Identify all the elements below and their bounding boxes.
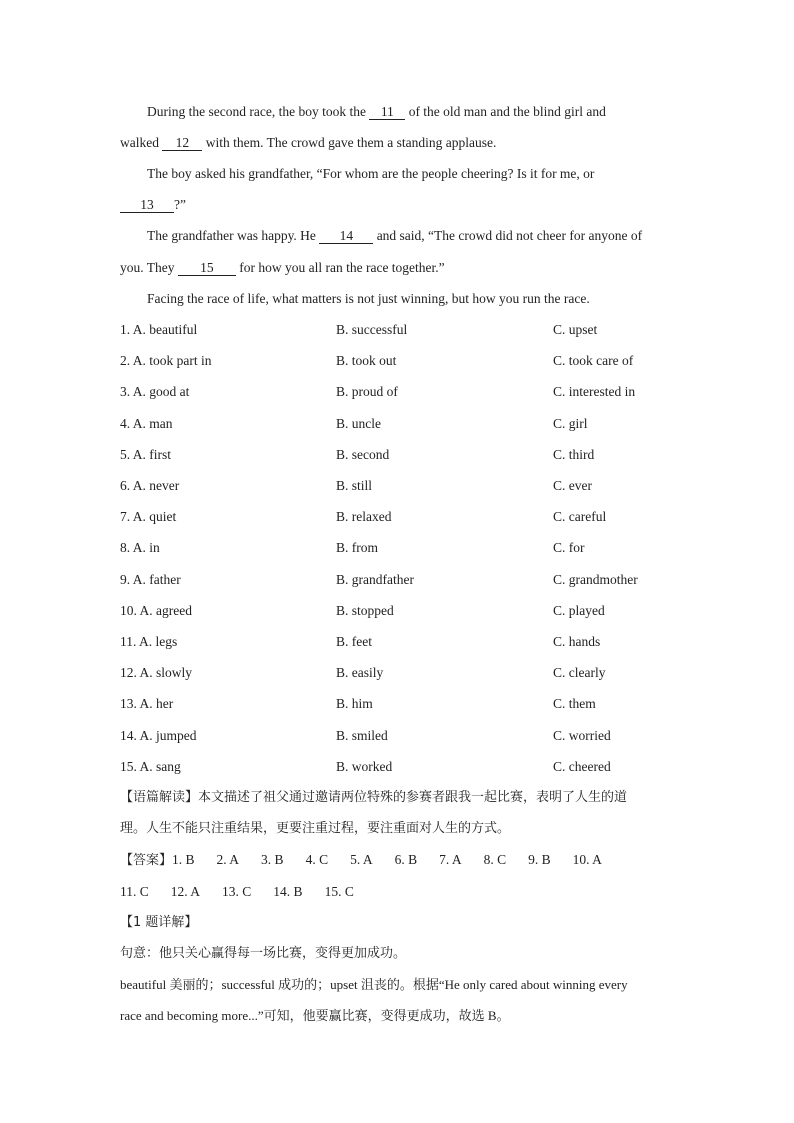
option-a: 12. A. slowly (120, 665, 193, 680)
passage-text: During the second race, the boy took the (147, 104, 370, 119)
option-a: 13. A. her (120, 696, 174, 711)
passage-line (147, 290, 590, 308)
option-b: B. smiled (336, 728, 388, 743)
option-row (120, 758, 680, 776)
option-c: C. them (553, 696, 596, 711)
passage-line (147, 165, 594, 183)
blank-11: 11 (369, 104, 405, 120)
option-a: 4. A. man (120, 416, 173, 431)
option-c: C. interested in (553, 384, 636, 399)
answer-item: 3. B (261, 852, 284, 867)
option-c: C. upset (553, 322, 598, 337)
answer-item: 7. A (439, 852, 462, 867)
answer-item: 1. B (172, 852, 195, 867)
answer-item: 13. C (222, 884, 252, 899)
option-row (120, 633, 680, 651)
option-row (120, 664, 680, 682)
option-row (120, 446, 680, 464)
option-a: 2. A. took part in (120, 353, 212, 368)
option-a: 1. A. beautiful (120, 322, 198, 337)
passage-line (120, 134, 496, 152)
passage-text: The grandfather was happy. He (147, 228, 320, 243)
option-row (120, 321, 680, 339)
answer-item: 15. C (324, 884, 354, 899)
option-b: B. feet (336, 634, 372, 649)
passage-line (147, 103, 606, 121)
option-a: 5. A. first (120, 447, 172, 462)
detail-line: beautiful 美丽的；successful 成功的；upset 沮丧的。根据“He only cared about winning every (120, 977, 628, 992)
option-b: B. successful (336, 322, 408, 337)
answer-row (120, 851, 602, 870)
passage-text: walked (120, 135, 163, 150)
passage-text: ?” (174, 197, 186, 212)
option-a: 15. A. sang (120, 759, 181, 774)
option-row (120, 727, 680, 745)
option-b: B. him (336, 696, 373, 711)
option-b: B. still (336, 478, 373, 493)
passage-text: and said, “The crowd did not cheer for anyone of (373, 228, 643, 243)
answer-item: 5. A (350, 852, 373, 867)
option-c: C. girl (553, 416, 588, 431)
option-c: C. careful (553, 509, 607, 524)
option-b: B. uncle (336, 416, 381, 431)
blank-14: 14 (319, 228, 373, 244)
passage-text: The boy asked his grandfather, “For whom are the people cheering? Is it for me, or (147, 166, 595, 181)
blank-13: 13 (120, 197, 174, 213)
answer-row (120, 883, 354, 901)
option-b: B. proud of (336, 384, 398, 399)
passage-text: for how you all ran the race together.” (235, 260, 445, 275)
option-b: B. took out (336, 353, 397, 368)
answer-item: 9. B (528, 852, 551, 867)
option-row (120, 477, 680, 495)
option-b: B. second (336, 447, 390, 462)
detail-meaning: 句意：他只关心赢得每一场比赛，变得更加成功。 (120, 946, 407, 961)
answer-item: 4. C (305, 852, 329, 867)
option-row (120, 695, 680, 713)
option-a: 9. A. father (120, 572, 181, 587)
option-a: 10. A. agreed (120, 603, 192, 618)
blank-12: 12 (162, 135, 202, 151)
passage-text: Facing the race of life, what matters is not just winning, but how you run the race. (147, 291, 590, 306)
option-c: C. ever (553, 478, 592, 493)
option-b: B. relaxed (336, 509, 392, 524)
answer-label: 【答案】 (120, 853, 173, 868)
option-row (120, 415, 680, 433)
answer-item: 14. B (273, 884, 303, 899)
answer-item: 8. C (483, 852, 507, 867)
option-c: C. grandmother (553, 572, 638, 587)
option-row (120, 539, 680, 557)
option-c: C. worried (553, 728, 611, 743)
option-row (120, 571, 680, 589)
answer-item: 2. A (216, 852, 240, 867)
option-a: 8. A. in (120, 540, 160, 555)
option-c: C. played (553, 603, 605, 618)
option-b: B. grandfather (336, 572, 414, 587)
option-row (120, 508, 680, 526)
analysis-line: 理。人生不能只注重结果，更要注重过程，要注重面对人生的方式。 (120, 821, 511, 836)
option-a: 11. A. legs (120, 634, 178, 649)
answer-item: 6. B (394, 852, 418, 867)
passage-text: of the old man and the blind girl and (405, 104, 606, 119)
option-a: 7. A. quiet (120, 509, 177, 524)
answer-item: 12. A (170, 884, 201, 899)
passage-line (147, 227, 642, 245)
option-c: C. hands (553, 634, 601, 649)
passage-text: with them. The crowd gave them a standing applause. (202, 135, 497, 150)
answer-item: 10. A (572, 852, 602, 867)
analysis-line: 【语篇解读】本文描述了祖父通过邀请两位特殊的参赛者跟我一起比赛，表明了人生的道 (120, 790, 628, 805)
option-a: 3. A. good at (120, 384, 190, 399)
blank-15: 15 (178, 260, 236, 276)
option-row (120, 352, 680, 370)
detail-heading: 【1 题详解】 (120, 915, 198, 930)
option-c: C. for (553, 540, 585, 555)
option-c: C. third (553, 447, 595, 462)
detail-line: race and becoming more...”可知，他要赢比赛，变得更成功，故选 B。 (120, 1008, 510, 1023)
passage-line (120, 259, 445, 277)
option-b: B. easily (336, 665, 384, 680)
option-row (120, 383, 680, 401)
option-c: C. took care of (553, 353, 634, 368)
option-a: 14. A. jumped (120, 728, 197, 743)
passage-text: you. They (120, 260, 178, 275)
option-c: C. clearly (553, 665, 606, 680)
option-b: B. stopped (336, 603, 394, 618)
option-c: C. cheered (553, 759, 611, 774)
option-row (120, 602, 680, 620)
option-b: B. from (336, 540, 378, 555)
passage-line (120, 196, 186, 214)
answer-item: 11. C (120, 884, 149, 899)
option-a: 6. A. never (120, 478, 180, 493)
option-b: B. worked (336, 759, 393, 774)
